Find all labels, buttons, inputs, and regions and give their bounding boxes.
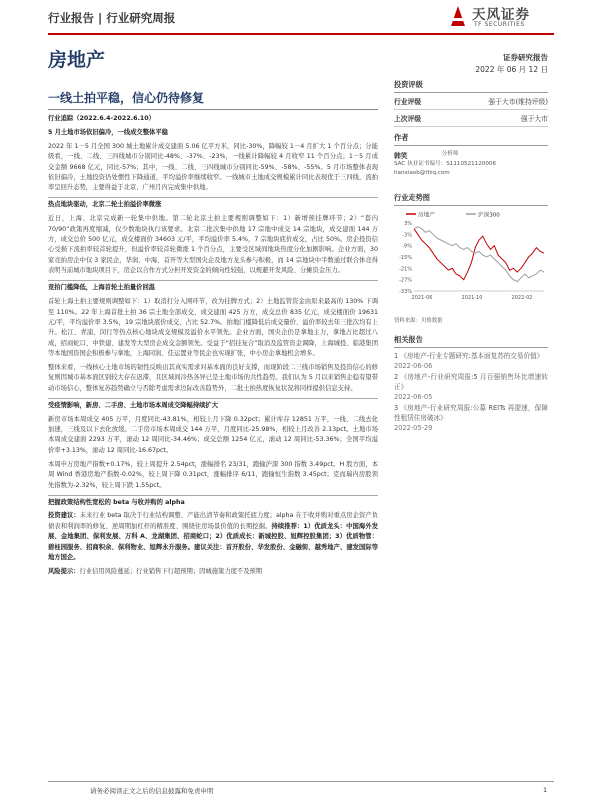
report-body <box>48 114 378 581</box>
trend-panel <box>394 193 548 206</box>
legend-label: 房地产 <box>418 212 435 219</box>
section-divider <box>48 398 378 399</box>
investment-advice <box>48 511 378 563</box>
related-report-date: 2022-06-05 <box>394 393 433 401</box>
section-heading: 5 月土地市场依旧偏冷，一线成交整体平稳 <box>48 128 168 136</box>
y-tick-label: -15% <box>399 255 412 261</box>
prev-rating-label: 上次评级 <box>394 115 422 123</box>
risk-label: 风险提示： <box>48 567 80 575</box>
section-heading: 热点地块驱动，北京二轮土拍溢价率微涨 <box>48 201 162 209</box>
related-title: 相关报告 <box>394 335 548 348</box>
invest-text: 未来行业 beta 取决于行业结构调整、产能出清节奏和政策托底力度；alpha 在于收并购对重点房企资产负债表和利润率的修复、逆周期加杠杆的精准度、围绕住房场景价值的长期挖掘。 <box>48 512 378 530</box>
header-divider <box>48 33 554 35</box>
report-title: 一线土拍平稳，信心仍待修复 <box>48 91 205 105</box>
author-email[interactable]: hanxiaob@tfzq.com <box>394 170 450 176</box>
author-row <box>394 150 548 160</box>
report-type: 证券研究报告 <box>503 53 548 62</box>
trend-title: 行业走势图 <box>394 193 548 206</box>
prev-rating-value: 强于大市 <box>520 115 548 123</box>
related-report-link[interactable] <box>394 403 548 433</box>
paragraph: 首轮上海土拍主要规则调整如下：1）取消打分入围环节，改为挂牌方式；2）土地监管资金由原来最高的 130% 下调至 110%。22 年上海首批土拍 36 宗土地全部成交，成交建面 425 万方，成交总价 835 亿元，成交楼面价 19631 元/平，平均溢价率 3.5%，19 宗地块底价成交，占比 52.7%。拍地门槛降低后成交量价、溢价率较去年三批次均有上升。松江、青浦、闵行等热点核心地块成交规模及溢价水平领先。企业方面，国央企仍是拿地主力，拿地占比超过八成，招商蛇口、中铁建、建发等大型房企成交金额领先。受益于“招挂复合”取消及监管资金调降，上海城投、临港集团等本地国资国企积极参与拿地，上海同润、佳运置业等民企也实现扩张，中小房企拿地机会增多。 <box>48 298 378 358</box>
risk-warning <box>48 567 378 577</box>
tracking-period: 行业追踪（2022.6.4-2022.6.10） <box>48 115 155 122</box>
section-heading: 竞拍门槛降低，上海首轮土拍量价回温 <box>48 284 156 292</box>
rating-title: 投资评级 <box>394 80 548 93</box>
section-heading: 把握政策结构性宽松的 beta 与收并购的 alpha <box>48 498 185 506</box>
related-report-title[interactable]: 2 《房地产-行业研究周报:5 月百强销售环比增速转正》 <box>394 373 548 391</box>
footer-notice: 请务必阅读正文之后的信息披露和免责申明 <box>90 787 214 795</box>
sector-title: 房地产 <box>48 49 106 71</box>
y-tick-label: -33% <box>399 289 412 295</box>
related-report-title[interactable]: 3 《房地产-行业研究周报:公募 REITs 再提速，保障性租赁住房破冰》 <box>394 404 548 422</box>
y-tick-label: -21% <box>399 266 412 273</box>
related-panel <box>394 335 548 434</box>
rating-panel <box>394 80 548 127</box>
x-tick-label: 2022-02 <box>511 295 533 301</box>
related-report-title[interactable]: 1 《房地产-行业专题研究:基本面复苏的交易价值》 <box>394 352 544 360</box>
industry-rating-row <box>394 93 548 110</box>
author-panel <box>394 133 548 178</box>
section-divider <box>48 280 378 281</box>
industry-rating-label: 行业评级 <box>394 98 422 106</box>
section-heading: 受疫情影响，新房、二手房、土地市场本周成交降幅持续扩大 <box>48 401 219 409</box>
related-list <box>394 351 548 433</box>
related-report-link[interactable] <box>394 351 548 371</box>
industry-rating-value: 强于大市(维持评级) <box>488 98 548 106</box>
invest-label: 投资建议： <box>48 512 80 520</box>
y-tick-label: -9% <box>402 243 412 250</box>
page-number: 1 <box>543 786 548 794</box>
author-role: 分析师 <box>441 151 459 157</box>
brand-name-en: TF SECURITIES <box>474 21 525 28</box>
y-tick-label: -27% <box>399 277 412 284</box>
brand-logo-icon <box>448 4 468 28</box>
related-report-date: 2022-05-29 <box>394 424 433 432</box>
paragraph: 新房市场本周成交 405 万平，月度同比-43.81%，相较上月下降 0.32pct；累计库存 12851 万平，一线、二线去化加速，三线及以下去化放缓。二手房市场本周成交 144 万平，月度同比-25.98%，相较上月改善 2.13pct。土地市场本周成交建面 2293 万平，滚动 12 周同比-34.46%；成交总额 1254 亿元，滚动 12 周同比-53.36%；全国平均溢价率+3.13%，滚动 12 周同比-16.67pct。 <box>48 415 378 454</box>
x-tick-label: 2021-10 <box>461 295 483 301</box>
footer-divider <box>48 781 554 782</box>
risk-text: 行业信用风险蔓延；行业销售下行超预期；因城施策力度不及预期 <box>79 567 263 575</box>
related-report-link[interactable] <box>394 372 548 402</box>
author-title: 作者 <box>394 133 548 146</box>
title-divider <box>48 109 378 110</box>
trend-chart <box>394 207 548 307</box>
paragraph: 2022 年 1－5 月全国 300 城土地累计成交建面 5.06 亿平方米，同比-30%，降幅较 1－4 月扩大 1 个百分点；分能级看，一线、二线、三四线城市分别同比-48%、-37%、-23%，一线累计降幅较 4 月收窄 11 个百分点；1－5 月成交金额 9668 亿元，同比-57%；其中，一线、二线、三四线城市分别同比-59%、-58%、-55%。5 月市场整体表现依旧偏冷，土地投资仍处惯性下降通道，平均溢价率继续收窄。一线城市土地成交规模累计同比表现优于三四线，流拍率呈回升态势，主要得益于北京、广州月内完成集中供地。 <box>48 142 378 192</box>
brand-name: 天风证券 <box>472 7 530 23</box>
prev-rating-row <box>394 110 548 127</box>
report-category: 行业报告 | 行业研究周报 <box>48 11 176 25</box>
report-date: 2022 年 06 月 12 日 <box>475 65 548 74</box>
paragraph: 本周申万房地产指数+0.17%，较上周提升 2.54pct，涨幅排名 23/31，跑输沪深 300 指数 3.49pct。H 股方面，本周 Wind 香港房地产指数-0.02%，较上周下降 0.31pct，涨幅排序 6/11，跑输恒生指数 3.45pct；克而瑞内房股领先指数为-2.32%，较上周下跌 1.55pct。 <box>48 460 378 489</box>
section-divider <box>48 495 378 496</box>
paragraph: 近日，上海、北京完成新一轮集中供地。第二轮北京土拍主要规则调整如下：1）新增预挂牌环节；2）“套内 70/90”政策再度缩减，仅少数地块执行该要求。北京二批次集中供地 17 宗地中成交 14 宗地块，成交建面 144 万方，成交总价 500 亿元，成交楼面价 34603 元/平，平均溢价率 5.4%，7 宗地块底价成交，占比 50%。房企投资信心受损下流拍率较首轮提升，但溢价率较首轮微涨 1 个百分点，主要受区域间地块热度分化加剧影响。企业方面，30 家竞拍房企中仅 3 家民企，华润、中海、首开等大型国央企及地方龙头参与积极，而 14 宗地块中半数通过联合体竞得表明当前城市地块项目下，房企以合作方式分担开发资金的倾向性较强，以规避开发风险、分摊资金压力。 <box>48 215 378 275</box>
section-divider <box>48 197 378 198</box>
invest-picks: 持续推荐：1）优质龙头：中国海外发展、金地集团、保利发展、万科 A、龙湖集团、招商蛇口；2）优质成长：新城控股、旭辉控股集团；3）优质物管：碧桂园服务、招商积余、保利物业、旭辉永升服务。建议关注：首开股份、华发股份、金融街、越秀地产、建发国际等地方国企。 <box>48 522 379 562</box>
related-report-date: 2022-06-06 <box>394 362 433 370</box>
legend-label: 沪深300 <box>478 212 500 219</box>
series-line-0 <box>414 229 544 280</box>
chart-source: 资料来源：贝格数据 <box>394 318 443 324</box>
x-tick-label: 2021-06 <box>411 295 433 301</box>
author-name: 韩笑 <box>394 152 408 160</box>
paragraph: 整体来看，一线核心土地市场的韧性反映出其真实需求对基本面的良好支撑，而现阶段二三线市场销售及投资信心的修复则因城市基本面区别较大存在迟滞，且区域间冷热各异已是土地市场的共性趋势。我们认为 5 月以来销售企稳有望带动市场信心，整体复苏趋势确立与否除考虑需求边际改善趋势外，二批土拍热度恢复状况将同样提供信息支持。 <box>48 364 378 392</box>
y-tick-label: 3% <box>404 221 412 227</box>
y-tick-label: -3% <box>402 232 412 239</box>
author-cert: SAC 执业证书编号：S1110521120006 <box>394 161 497 167</box>
